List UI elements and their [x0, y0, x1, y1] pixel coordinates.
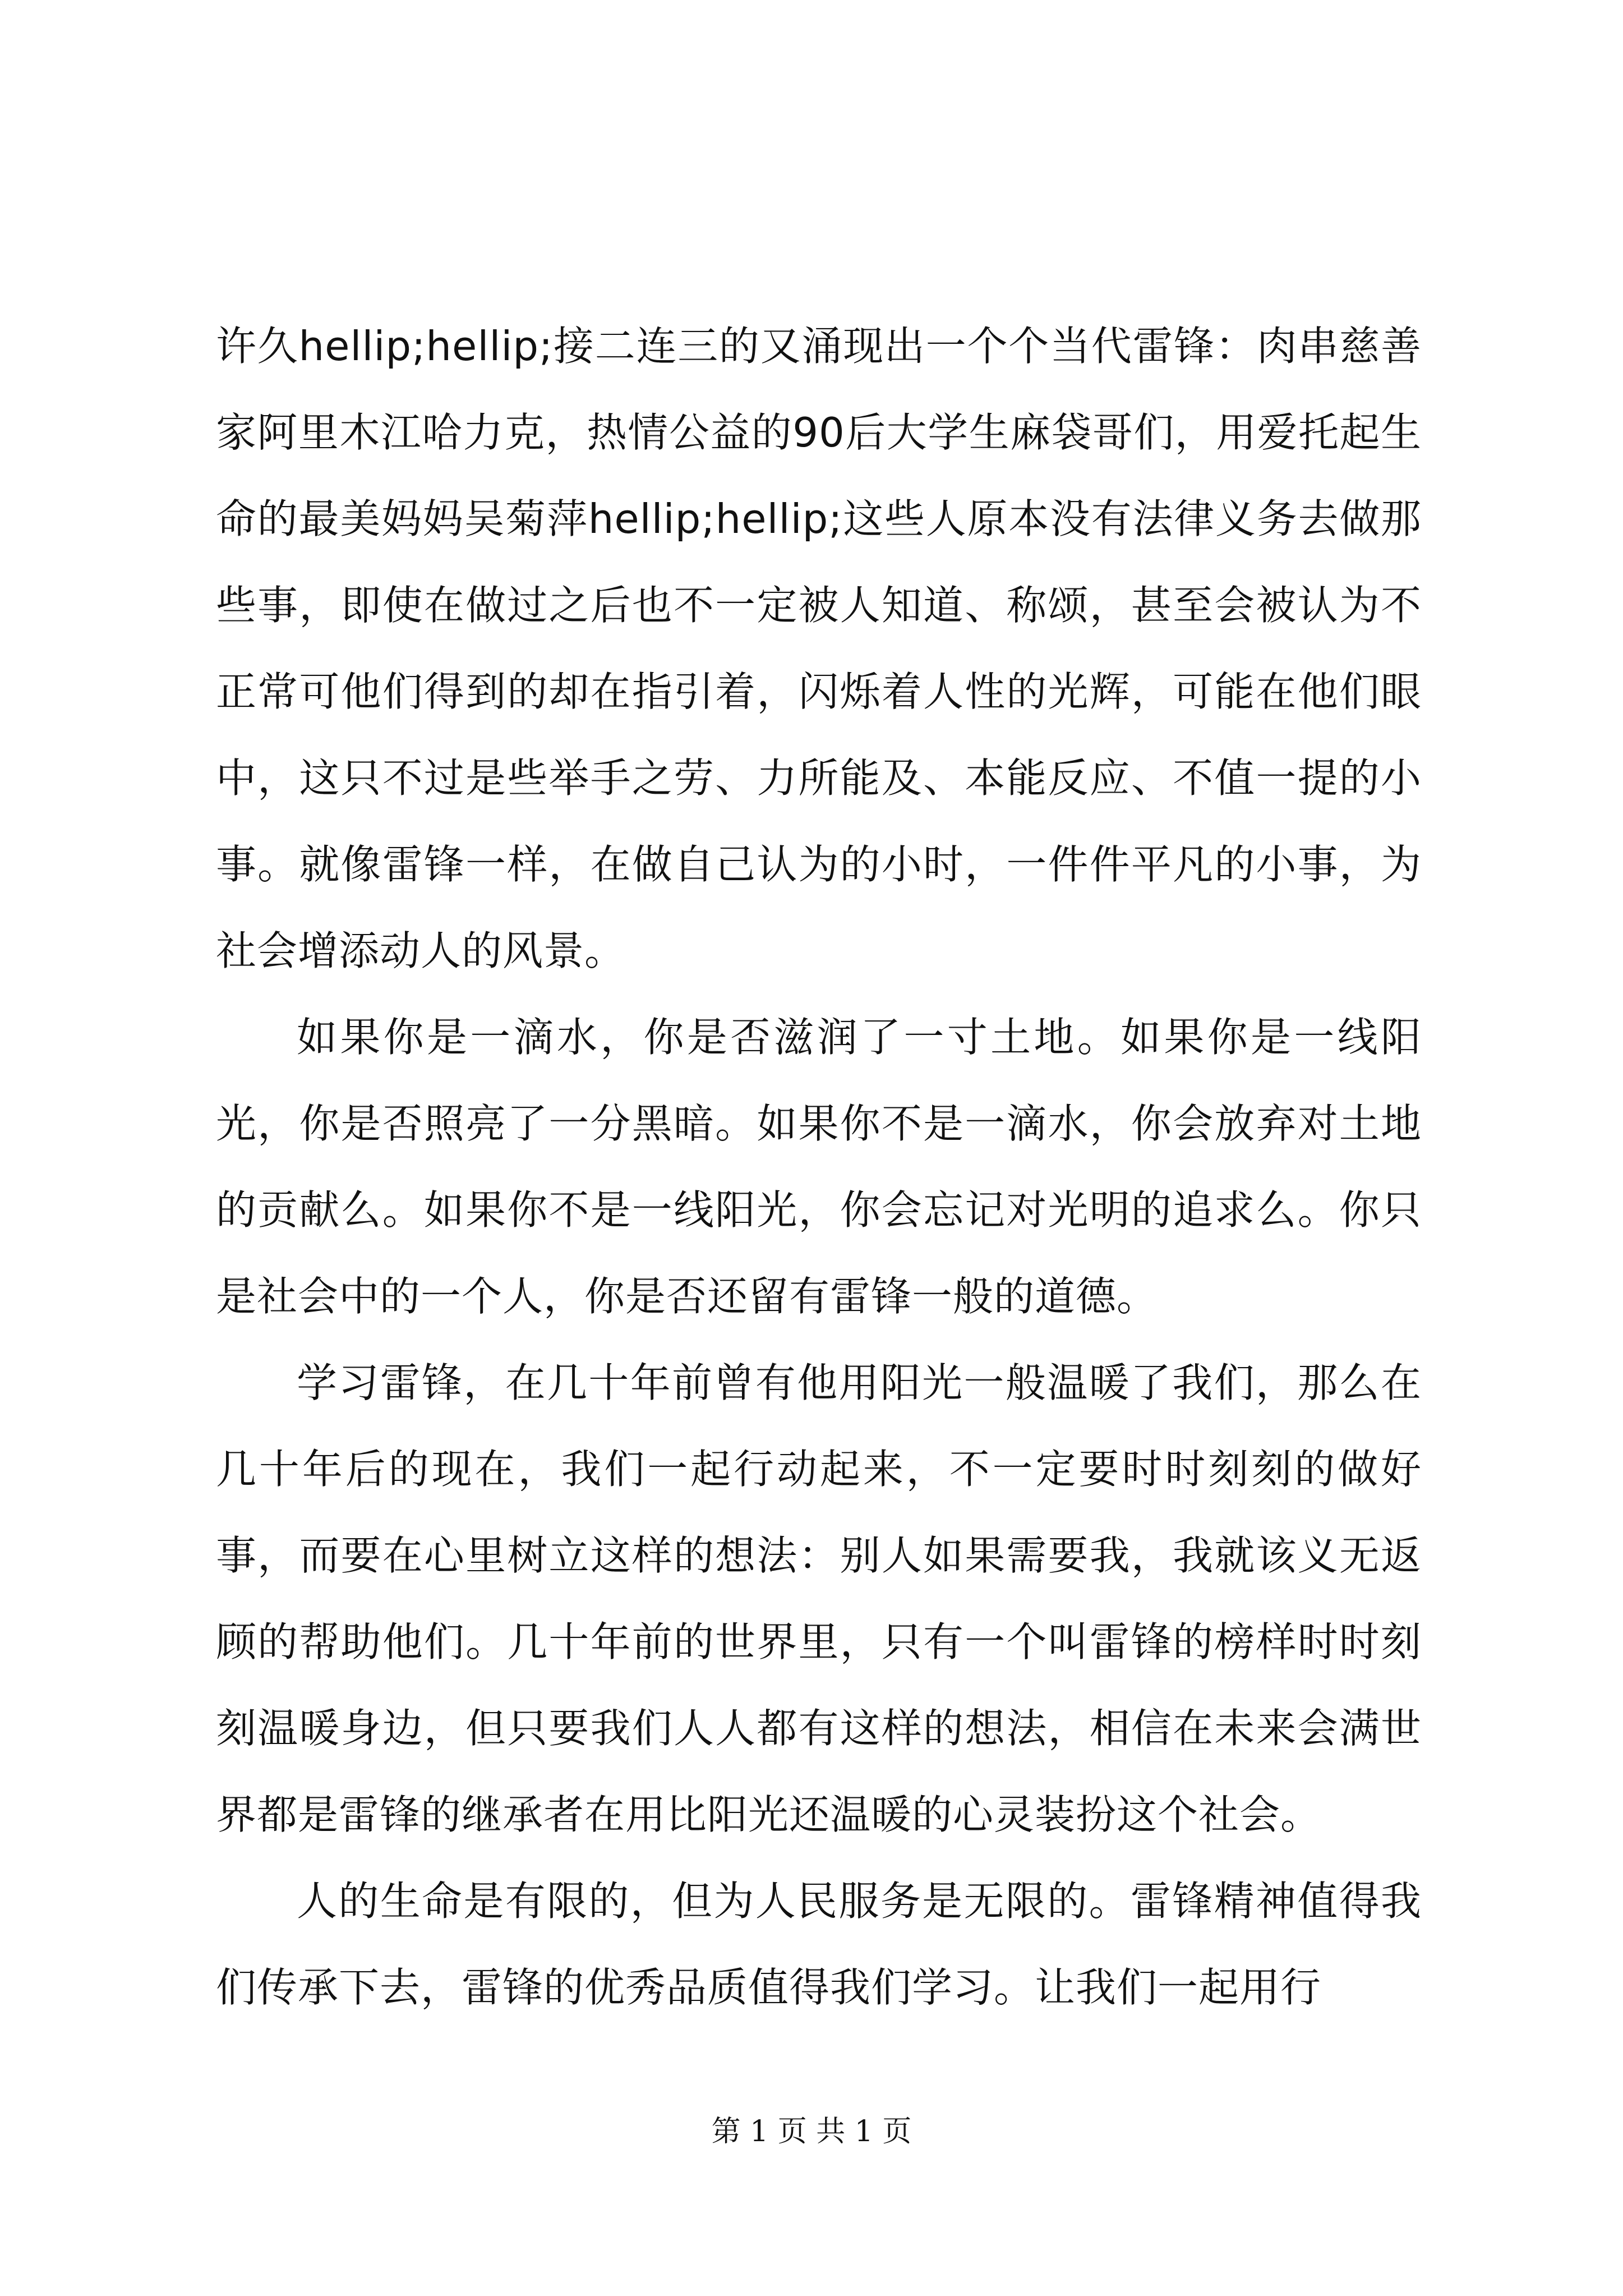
paragraph-1: 许久hellip;hellip;接二连三的又涌现出一个个当代雷锋：肉串慈善家阿里木江哈力克，热情公益的90后大学生麻袋哥们，用爱托起生命的最美妈妈吴菊萍hellip;hellip;这些人原本没有法律义务去做那些事，即使在做过之后也不一定被人知道、称颂，甚至会被认为不正常可他们得到的却在指引着，闪烁着人性的光辉，可能在他们眼中，这只不过是些举手之劳、力所能及、本能反应、不值一提的小事。就像雷锋一样，在做自己认为的小时，一件件平凡的小事，为社会增添动人的风景。 [216, 323, 1422, 974]
page-number-footer: 第 1 页 共 1 页 [711, 2115, 912, 2148]
paragraph-3: 学习雷锋，在几十年前曾有他用阳光一般温暖了我们，那么在几十年后的现在，我们一起行动起来，不一定要时时刻刻的做好事，而要在心里树立这样的想法：别人如果需要我，我就该义无返顾的帮助他们。几十年前的世界里，只有一个叫雷锋的榜样时时刻刻温暖身边，但只要我们人人都有这样的想法，相信在未来会满世界都是雷锋的继承者在用比阳光还温暖的心灵装扮这个社会。 [216, 1359, 1422, 1838]
paragraph-4: 人的生命是有限的，但为人民服务是无限的。雷锋精神值得我们传承下去，雷锋的优秀品质值得我们学习。让我们一起用行 [216, 1878, 1422, 2011]
document-body [216, 303, 1422, 2031]
paragraph-2: 如果你是一滴水，你是否滋润了一寸土地。如果你是一线阳光，你是否照亮了一分黑暗。如果你不是一滴水，你会放弃对土地的贡献么。如果你不是一线阳光，你会忘记对光明的追求么。你只是社会中的一个人，你是否还留有雷锋一般的道德。 [216, 1014, 1422, 1320]
